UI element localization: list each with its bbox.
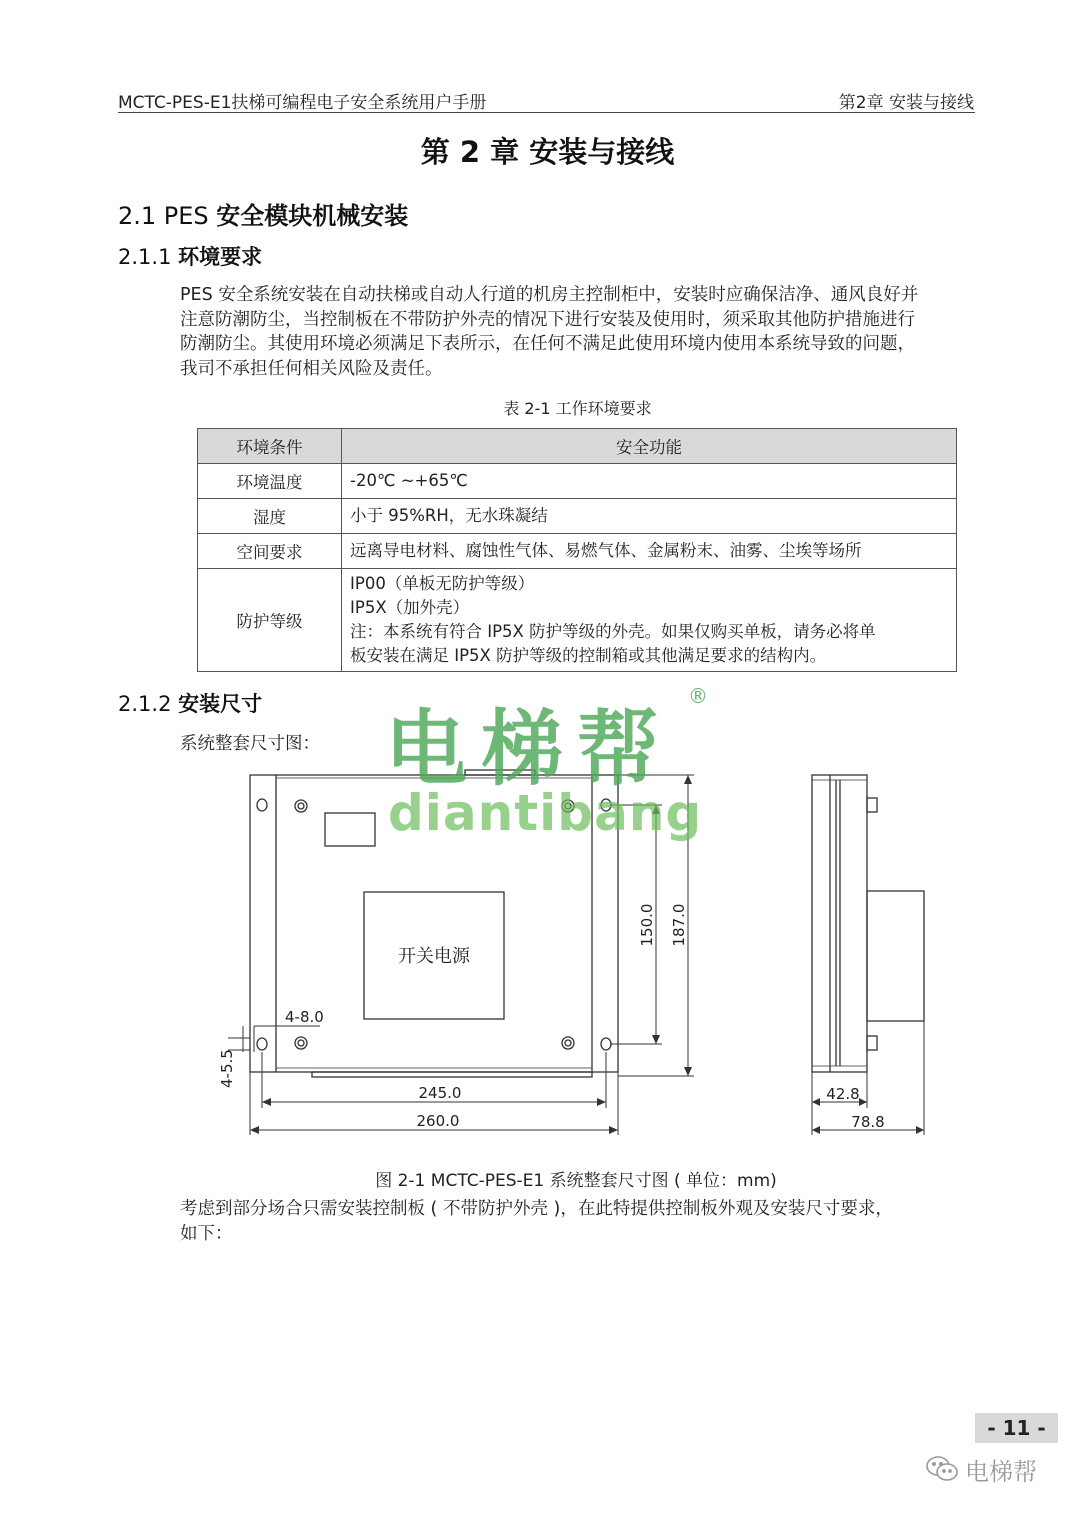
dimension-arrow [916,1126,924,1134]
power-supply-label: 开关电源 [398,946,470,967]
section-2-1-title: 安全模块机械安装 [216,202,409,230]
screw-icon [295,800,307,812]
table-cell-condition: 空间要求 [198,534,342,569]
dimension-arrow [597,1098,606,1106]
figure-caption: 图 2-1 MCTC-PES-E1 系统整套尺寸图 ( 单位：mm) [375,1171,777,1191]
section-2-1-1-title: 环境要求 [178,245,263,269]
dimension-arrow [859,1098,867,1106]
paragraph-line: 注意防潮防尘，当控制板在不带防护外壳的情况下进行安装及使用时，须采取其他防护措施进行 [180,309,915,330]
outer-height-label: 187.0 [670,903,688,947]
chapter-label: 第2章 安装与接线 [838,93,974,113]
bottom-tab [312,1072,592,1077]
watermark-chinese: 电梯帮 [385,702,674,797]
side-view-screw [867,1036,877,1050]
paragraph-line: 我司不承担任何相关风险及责任。 [180,358,443,379]
mounting-slot [257,799,267,811]
watermark-registered-mark: ® [688,684,708,708]
paragraph-line: PES 安全系统安装在自动扶梯或自动人行道的机房主控制柜中，安装时应确保洁净、通风良好并 [180,285,919,305]
screw-icon [298,1040,304,1046]
section-2-1-number: 2.1 PES [118,202,217,230]
mounting-slot [257,1038,267,1050]
table-header-condition: 环境条件 [198,429,342,464]
table-header-function: 安全功能 [342,429,957,464]
side-view-power-supply [867,891,924,1021]
wechat-source [925,1452,1037,1486]
side-view-screw [867,798,877,812]
dimension-arrow [652,1035,660,1044]
wechat-source-name: 电梯帮 [965,1457,1037,1486]
dimension-arrow [250,1126,259,1134]
hole-dimension-label: 4-8.0 [285,1008,324,1026]
manual-title: MCTC-PES-E1扶梯可编程电子安全系统用户手册 [118,93,487,113]
label-window [325,813,375,846]
section-2-1-2-title: 安装尺寸 [178,692,263,716]
outer-width-label: 260.0 [416,1112,460,1130]
paragraph-line: 考虑到部分场合只需安装控制板 ( 不带防护外壳 )，在此特提供控制板外观及安装尺寸要求， [180,1199,893,1219]
screw-icon [298,803,304,809]
table-caption: 表 2-1 工作环境要求 [503,399,652,418]
table-value-line: 板安装在满足 IP5X 防护等级的控制箱或其他满足要求的结构内。 [350,646,827,665]
dimension-arrow [262,1098,271,1106]
dimension-arrow [684,1067,692,1076]
chapter-title: 第 2 章 安装与接线 [420,135,675,169]
wechat-icon [925,1454,959,1484]
watermark-pinyin: diantibang [388,784,703,842]
table-cell-condition: 湿度 [198,499,342,534]
table-value-line: 远离导电材料、腐蚀性气体、易燃气体、金属粉末、油雾、尘埃等场所 [350,541,862,560]
table-value-line: IP00（单板无防护等级） [350,574,535,593]
screw-icon [565,1040,571,1046]
dimension-arrow [684,775,692,784]
dimension-arrow [609,1126,618,1134]
closing-paragraph [180,1197,980,1246]
section-2-1-1-number: 2.1.1 [118,245,179,269]
table-cell-condition: 防护等级 [198,569,342,672]
inner-width-label: 245.0 [418,1084,462,1102]
table-value-line: 小于 95%RH，无水珠凝结 [350,506,548,525]
page-number: - 11 - [975,1413,1058,1443]
screw-icon [295,1037,307,1049]
table-cell-condition: 环境温度 [198,464,342,499]
screw-icon [562,1037,574,1049]
table-value-line: -20℃ ~+65℃ [350,471,468,490]
slot-dimension-label: 4-5.5 [218,1049,236,1088]
dimension-arrow [812,1126,820,1134]
mounting-slot [601,1038,611,1050]
section-2-1-2-number: 2.1.2 [118,692,179,716]
paragraph-line: 如下： [180,1223,233,1244]
paragraph-line: 防潮防尘。其使用环境必须满足下表所示，在任何不满足此使用环境内使用本系统导致的问题， [180,334,915,354]
drawing-intro: 系统整套尺寸图： [180,734,320,754]
side-outer-label: 78.8 [851,1113,885,1131]
inner-height-label: 150.0 [638,903,656,947]
table-value-line: 注：本系统有符合 IP5X 防护等级的外壳。如果仅购买单板，请务必将单 [350,622,876,641]
side-inner-label: 42.8 [826,1085,860,1103]
dimension-arrow [812,1098,820,1106]
table-value-line: IP5X（加外壳） [350,598,470,617]
